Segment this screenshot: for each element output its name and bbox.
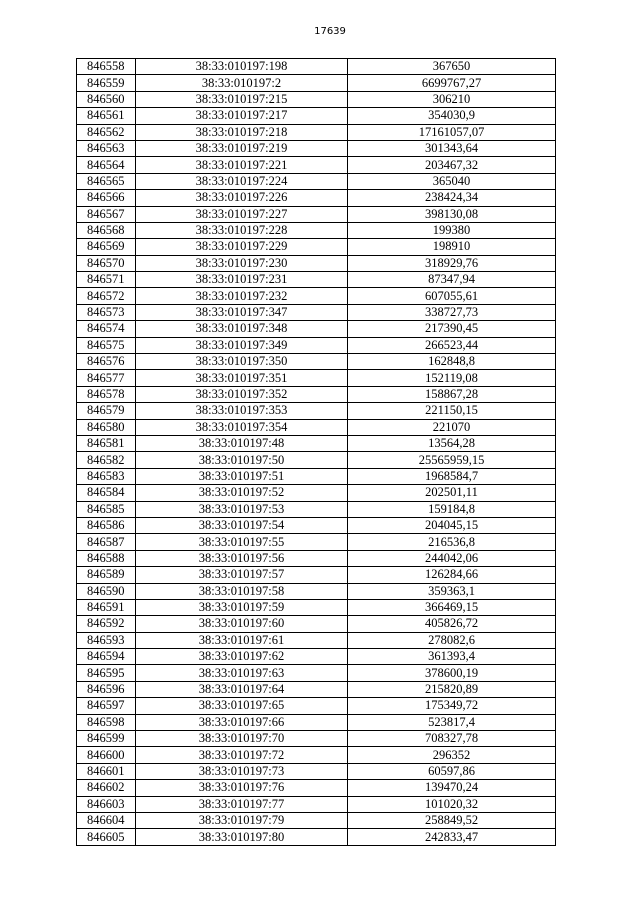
cadastral-value-cell: 221070 bbox=[348, 419, 556, 435]
cadastral-value-cell: 708327,78 bbox=[348, 731, 556, 747]
table-row bbox=[77, 649, 556, 665]
cadastral-value-cell: 306210 bbox=[348, 91, 556, 107]
table-row bbox=[77, 304, 556, 320]
table-row bbox=[77, 321, 556, 337]
table-row bbox=[77, 714, 556, 730]
cadastral-value-cell: 359363,1 bbox=[348, 583, 556, 599]
row-number-cell: 846583 bbox=[77, 468, 136, 484]
row-number-cell: 846590 bbox=[77, 583, 136, 599]
table-row bbox=[77, 599, 556, 615]
cadastral-number-cell: 38:33:010197:70 bbox=[136, 731, 348, 747]
row-number-cell: 846596 bbox=[77, 681, 136, 697]
row-number-cell: 846574 bbox=[77, 321, 136, 337]
cadastral-value-cell: 139470,24 bbox=[348, 780, 556, 796]
table-row bbox=[77, 501, 556, 517]
table-row bbox=[77, 91, 556, 107]
cadastral-value-cell: 296352 bbox=[348, 747, 556, 763]
table-row bbox=[77, 370, 556, 386]
cadastral-number-cell: 38:33:010197:58 bbox=[136, 583, 348, 599]
table-row bbox=[77, 780, 556, 796]
cadastral-value-cell: 221150,15 bbox=[348, 403, 556, 419]
table-row bbox=[77, 517, 556, 533]
table-row bbox=[77, 812, 556, 828]
cadastral-number-cell: 38:33:010197:229 bbox=[136, 239, 348, 255]
cadastral-number-cell: 38:33:010197:64 bbox=[136, 681, 348, 697]
row-number-cell: 846577 bbox=[77, 370, 136, 386]
cadastral-number-cell: 38:33:010197:350 bbox=[136, 354, 348, 370]
table-row bbox=[77, 665, 556, 681]
table-row bbox=[77, 288, 556, 304]
row-number-cell: 846573 bbox=[77, 304, 136, 320]
cadastral-number-cell: 38:33:010197:61 bbox=[136, 632, 348, 648]
row-number-cell: 846581 bbox=[77, 435, 136, 451]
row-number-cell: 846586 bbox=[77, 517, 136, 533]
row-number-cell: 846582 bbox=[77, 452, 136, 468]
cadastral-value-cell: 17161057,07 bbox=[348, 124, 556, 140]
cadastral-value-cell: 87347,94 bbox=[348, 272, 556, 288]
cadastral-value-cell: 365040 bbox=[348, 173, 556, 189]
cadastral-value-cell: 607055,61 bbox=[348, 288, 556, 304]
cadastral-number-cell: 38:33:010197:232 bbox=[136, 288, 348, 304]
row-number-cell: 846579 bbox=[77, 403, 136, 419]
cadastral-number-cell: 38:33:010197:54 bbox=[136, 517, 348, 533]
cadastral-number-cell: 38:33:010197:224 bbox=[136, 173, 348, 189]
cadastral-number-cell: 38:33:010197:72 bbox=[136, 747, 348, 763]
table-row bbox=[77, 829, 556, 845]
row-number-cell: 846600 bbox=[77, 747, 136, 763]
table-row bbox=[77, 403, 556, 419]
cadastral-value-cell: 361393,4 bbox=[348, 649, 556, 665]
cadastral-value-cell: 6699767,27 bbox=[348, 75, 556, 91]
cadastral-value-cell: 25565959,15 bbox=[348, 452, 556, 468]
cadastral-number-cell: 38:33:010197:347 bbox=[136, 304, 348, 320]
row-number-cell: 846563 bbox=[77, 140, 136, 156]
cadastral-value-cell: 367650 bbox=[348, 59, 556, 75]
row-number-cell: 846584 bbox=[77, 485, 136, 501]
cadastral-value-cell: 301343,64 bbox=[348, 140, 556, 156]
row-number-cell: 846561 bbox=[77, 108, 136, 124]
cadastral-number-cell: 38:33:010197:2 bbox=[136, 75, 348, 91]
cadastral-value-cell: 258849,52 bbox=[348, 812, 556, 828]
page-number: 17639 bbox=[314, 26, 346, 37]
cadastral-value-cell: 238424,34 bbox=[348, 190, 556, 206]
cadastral-number-cell: 38:33:010197:231 bbox=[136, 272, 348, 288]
table-row bbox=[77, 75, 556, 91]
cadastral-value-cell: 60597,86 bbox=[348, 763, 556, 779]
cadastral-value-cell: 398130,08 bbox=[348, 206, 556, 222]
table-row bbox=[77, 140, 556, 156]
cadastral-number-cell: 38:33:010197:66 bbox=[136, 714, 348, 730]
table-row bbox=[77, 108, 556, 124]
table-row bbox=[77, 222, 556, 238]
cadastral-number-cell: 38:33:010197:63 bbox=[136, 665, 348, 681]
table-row bbox=[77, 731, 556, 747]
table-row bbox=[77, 435, 556, 451]
table-row bbox=[77, 239, 556, 255]
cadastral-value-cell: 523817,4 bbox=[348, 714, 556, 730]
cadastral-number-cell: 38:33:010197:226 bbox=[136, 190, 348, 206]
cadastral-value-cell: 366469,15 bbox=[348, 599, 556, 615]
table-row bbox=[77, 157, 556, 173]
cadastral-number-cell: 38:33:010197:221 bbox=[136, 157, 348, 173]
cadastral-number-cell: 38:33:010197:230 bbox=[136, 255, 348, 271]
table-row bbox=[77, 255, 556, 271]
row-number-cell: 846593 bbox=[77, 632, 136, 648]
row-number-cell: 846587 bbox=[77, 534, 136, 550]
cadastral-value-cell: 244042,06 bbox=[348, 550, 556, 566]
row-number-cell: 846594 bbox=[77, 649, 136, 665]
cadastral-value-cell: 13564,28 bbox=[348, 435, 556, 451]
table-row bbox=[77, 206, 556, 222]
cadastral-value-cell: 216536,8 bbox=[348, 534, 556, 550]
cadastral-number-cell: 38:33:010197:50 bbox=[136, 452, 348, 468]
table-row bbox=[77, 190, 556, 206]
row-number-cell: 846575 bbox=[77, 337, 136, 353]
row-number-cell: 846591 bbox=[77, 599, 136, 615]
table-row bbox=[77, 124, 556, 140]
cadastral-value-cell: 199380 bbox=[348, 222, 556, 238]
cadastral-number-cell: 38:33:010197:349 bbox=[136, 337, 348, 353]
cadastral-value-cell: 158867,28 bbox=[348, 386, 556, 402]
row-number-cell: 846589 bbox=[77, 567, 136, 583]
cadastral-number-cell: 38:33:010197:219 bbox=[136, 140, 348, 156]
cadastral-number-cell: 38:33:010197:60 bbox=[136, 616, 348, 632]
table-row bbox=[77, 59, 556, 75]
table-row bbox=[77, 550, 556, 566]
row-number-cell: 846603 bbox=[77, 796, 136, 812]
row-number-cell: 846592 bbox=[77, 616, 136, 632]
cadastral-number-cell: 38:33:010197:217 bbox=[136, 108, 348, 124]
cadastral-number-cell: 38:33:010197:56 bbox=[136, 550, 348, 566]
cadastral-number-cell: 38:33:010197:352 bbox=[136, 386, 348, 402]
row-number-cell: 846576 bbox=[77, 354, 136, 370]
row-number-cell: 846588 bbox=[77, 550, 136, 566]
table-row bbox=[77, 337, 556, 353]
table-row bbox=[77, 583, 556, 599]
cadastral-number-cell: 38:33:010197:53 bbox=[136, 501, 348, 517]
cadastral-number-cell: 38:33:010197:57 bbox=[136, 567, 348, 583]
cadastral-number-cell: 38:33:010197:351 bbox=[136, 370, 348, 386]
row-number-cell: 846560 bbox=[77, 91, 136, 107]
table-row bbox=[77, 632, 556, 648]
cadastral-value-cell: 318929,76 bbox=[348, 255, 556, 271]
cadastral-value-cell: 126284,66 bbox=[348, 567, 556, 583]
table-row bbox=[77, 485, 556, 501]
cadastral-value-cell: 101020,32 bbox=[348, 796, 556, 812]
table-row bbox=[77, 173, 556, 189]
row-number-cell: 846567 bbox=[77, 206, 136, 222]
cadastral-value-cell: 152119,08 bbox=[348, 370, 556, 386]
cadastral-value-cell: 162848,8 bbox=[348, 354, 556, 370]
cadastral-value-cell: 217390,45 bbox=[348, 321, 556, 337]
cadastral-value-cell: 1968584,7 bbox=[348, 468, 556, 484]
cadastral-number-cell: 38:33:010197:353 bbox=[136, 403, 348, 419]
table-row bbox=[77, 763, 556, 779]
table-row bbox=[77, 796, 556, 812]
cadastral-number-cell: 38:33:010197:228 bbox=[136, 222, 348, 238]
table-row bbox=[77, 616, 556, 632]
cadastral-value-cell: 204045,15 bbox=[348, 517, 556, 533]
table-body bbox=[77, 59, 556, 846]
cadastral-number-cell: 38:33:010197:79 bbox=[136, 812, 348, 828]
cadastral-number-cell: 38:33:010197:354 bbox=[136, 419, 348, 435]
row-number-cell: 846585 bbox=[77, 501, 136, 517]
cadastral-number-cell: 38:33:010197:76 bbox=[136, 780, 348, 796]
cadastral-value-cell: 198910 bbox=[348, 239, 556, 255]
row-number-cell: 846599 bbox=[77, 731, 136, 747]
cadastral-number-cell: 38:33:010197:73 bbox=[136, 763, 348, 779]
cadastral-value-cell: 202501,11 bbox=[348, 485, 556, 501]
cadastral-number-cell: 38:33:010197:51 bbox=[136, 468, 348, 484]
table-row bbox=[77, 272, 556, 288]
cadastral-number-cell: 38:33:010197:218 bbox=[136, 124, 348, 140]
table-row bbox=[77, 698, 556, 714]
cadastral-value-cell: 338727,73 bbox=[348, 304, 556, 320]
row-number-cell: 846565 bbox=[77, 173, 136, 189]
cadastral-value-cell: 215820,89 bbox=[348, 681, 556, 697]
table-row bbox=[77, 747, 556, 763]
row-number-cell: 846564 bbox=[77, 157, 136, 173]
cadastral-value-table bbox=[76, 58, 556, 846]
table-row bbox=[77, 419, 556, 435]
row-number-cell: 846595 bbox=[77, 665, 136, 681]
cadastral-value-cell: 242833,47 bbox=[348, 829, 556, 845]
row-number-cell: 846578 bbox=[77, 386, 136, 402]
row-number-cell: 846558 bbox=[77, 59, 136, 75]
cadastral-value-cell: 378600,19 bbox=[348, 665, 556, 681]
row-number-cell: 846598 bbox=[77, 714, 136, 730]
row-number-cell: 846568 bbox=[77, 222, 136, 238]
cadastral-number-cell: 38:33:010197:55 bbox=[136, 534, 348, 550]
row-number-cell: 846601 bbox=[77, 763, 136, 779]
row-number-cell: 846566 bbox=[77, 190, 136, 206]
cadastral-number-cell: 38:33:010197:52 bbox=[136, 485, 348, 501]
table-row bbox=[77, 452, 556, 468]
cadastral-value-cell: 354030,9 bbox=[348, 108, 556, 124]
row-number-cell: 846604 bbox=[77, 812, 136, 828]
row-number-cell: 846570 bbox=[77, 255, 136, 271]
table-row bbox=[77, 386, 556, 402]
cadastral-number-cell: 38:33:010197:62 bbox=[136, 649, 348, 665]
cadastral-number-cell: 38:33:010197:48 bbox=[136, 435, 348, 451]
table-row bbox=[77, 468, 556, 484]
table-row bbox=[77, 681, 556, 697]
cadastral-value-cell: 266523,44 bbox=[348, 337, 556, 353]
cadastral-number-cell: 38:33:010197:65 bbox=[136, 698, 348, 714]
row-number-cell: 846571 bbox=[77, 272, 136, 288]
row-number-cell: 846559 bbox=[77, 75, 136, 91]
cadastral-number-cell: 38:33:010197:227 bbox=[136, 206, 348, 222]
row-number-cell: 846569 bbox=[77, 239, 136, 255]
row-number-cell: 846562 bbox=[77, 124, 136, 140]
table-row bbox=[77, 534, 556, 550]
cadastral-value-cell: 203467,32 bbox=[348, 157, 556, 173]
cadastral-number-cell: 38:33:010197:215 bbox=[136, 91, 348, 107]
cadastral-number-cell: 38:33:010197:198 bbox=[136, 59, 348, 75]
cadastral-number-cell: 38:33:010197:348 bbox=[136, 321, 348, 337]
cadastral-number-cell: 38:33:010197:59 bbox=[136, 599, 348, 615]
row-number-cell: 846597 bbox=[77, 698, 136, 714]
cadastral-number-cell: 38:33:010197:77 bbox=[136, 796, 348, 812]
cadastral-value-cell: 175349,72 bbox=[348, 698, 556, 714]
cadastral-value-cell: 278082,6 bbox=[348, 632, 556, 648]
cadastral-number-cell: 38:33:010197:80 bbox=[136, 829, 348, 845]
row-number-cell: 846605 bbox=[77, 829, 136, 845]
table-row bbox=[77, 567, 556, 583]
cadastral-value-cell: 159184,8 bbox=[348, 501, 556, 517]
cadastral-value-cell: 405826,72 bbox=[348, 616, 556, 632]
table-row bbox=[77, 354, 556, 370]
row-number-cell: 846602 bbox=[77, 780, 136, 796]
row-number-cell: 846580 bbox=[77, 419, 136, 435]
row-number-cell: 846572 bbox=[77, 288, 136, 304]
